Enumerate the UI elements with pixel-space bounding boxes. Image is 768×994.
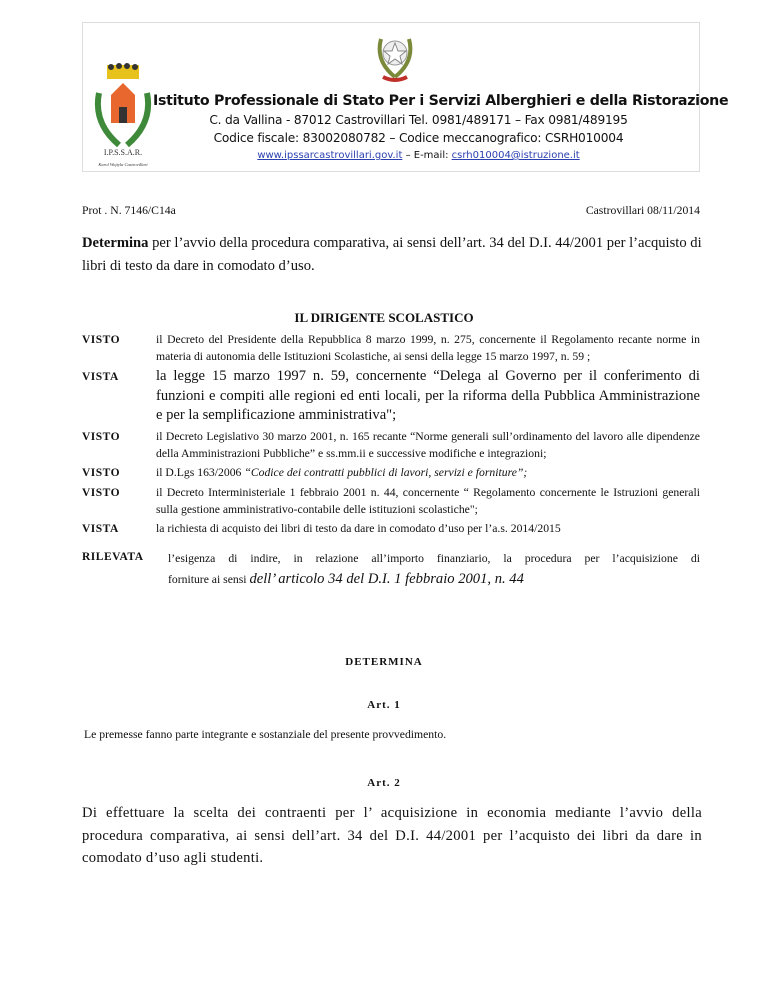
premise-text: la richiesta di acquisto dei libri di testo da dare in comodato d’uso per l’a.s. 2014/2015 [156,521,561,535]
premise-row [82,331,700,365]
premise-text: il Decreto del Presidente della Repubblica 8 marzo 1999, n. 275, concernente il Regolamento recante norme in materia di autonomia delle Istituzioni Scolastiche, ai sensi della legge 15 marzo 1997, n. 59 ; [156,333,700,363]
rilevata-content [168,548,700,590]
premise-text-plain: il D.Lgs 163/2006 [156,465,245,479]
institute-codes: Codice fiscale: 83002080782 – Codice meccanografico: CSRH010004 [213,131,624,145]
subject-text: per l’avvio della procedura comparativa, ai sensi dell’art. 34 del D.I. 44/2001 per l’acquisto di libri di testo da dare in comodato d’uso. [82,235,702,274]
article-text: Le premesse fanno parte integrante e sostanziale del presente provvedimento. [84,728,447,741]
crest-caption: I.P.S.S.A.R. [103,148,143,157]
premise-text-italic: “Codice dei contratti pubblici di lavori, servizi e forniture”; [244,465,528,479]
article-title: Art. 1 [367,699,401,711]
premise-label: VISTO [82,466,121,479]
premise-label: VISTO [82,430,121,443]
protocol-number: Prot . N. 7146/C14a [82,204,176,217]
premise-row [82,367,700,426]
premise-label: VISTO [82,334,121,346]
premise-row [82,464,700,482]
place-date: Castrovillari 08/11/2014 [585,204,700,217]
premise-row [82,428,700,462]
subject-bold: Determina [82,235,149,251]
premise-row [82,484,700,518]
institute-name: Istituto Professionale di Stato Per i Servizi Alberghieri e della Ristorazione [153,93,729,109]
italian-republic-emblem [373,29,417,85]
contact-line [138,150,699,161]
rilevata-italic: dell’ articolo 34 del D.I. 1 febbraio 2001, n. 44 [249,570,524,587]
premise-label: VISTA [82,371,119,383]
email-link[interactable]: csrh010004@istruzione.it [451,150,580,161]
premise-text: il Decreto Interministeriale 1 febbraio 2001 n. 44, concernente “ Regolamento concernente le Istruzioni generali sulla gestione amministrativo-contabile delle istituzioni scolastiche"; [156,485,700,516]
rilevata-line1: l’esigenza di indire, in relazione all’importo finanziario, la procedura per l’acquisizione di [168,551,700,565]
heading: IL DIRIGENTE SCOLASTICO [294,310,474,325]
subject [82,232,702,278]
email-label: – E-mail: [402,150,452,161]
rilevata-label: RILEVATA [82,550,144,563]
letterhead [82,22,729,172]
premise-text: il Decreto Legislativo 30 marzo 2001, n. 165 recante “Norme generali sull’ordinamento del lavoro alle dipendenze della Amministrazioni Pubbliche” e ss.mm.ii e successive modifiche e integrazioni; [156,429,700,460]
institute-address: C. da Vallina - 87012 Castrovillari Tel. 0981/489171 – Fax 0981/489195 [209,113,628,127]
website-link[interactable]: www.ipssarcastrovillari.gov.it [257,150,403,161]
article-text: Di effettuare la scelta dei contraenti per l’ acquisizione in economia mediante l’avvio della procedura comparativa, ai sensi dell’art. 34 del D.I. 44/2001 per l’acquisto dei libri da dare in comodato d’uso agli studenti. [82,805,702,866]
rilevata-row [82,548,700,590]
determina-heading: DETERMINA [345,656,423,668]
article-title: Art. 2 [367,777,401,789]
premise-label: VISTO [82,486,121,499]
premise-text: la legge 15 marzo 1997 n. 59, concernente “Delega al Governo per il conferimento di funzioni e compiti alle regioni ed enti locali, per la riforma della Pubblica Amministrazione e per la semplificazione amministrativa"; [156,368,700,423]
premise-text [156,464,700,481]
premises-list [82,331,700,592]
rilevata-text: forniture ai sensi [168,572,250,586]
premise-label: VISTA [82,522,119,535]
crest-subcaption: Karol Wojtyla Castrovillari [98,162,148,167]
premise-row [82,520,700,538]
rilevata-line2 [168,569,700,590]
